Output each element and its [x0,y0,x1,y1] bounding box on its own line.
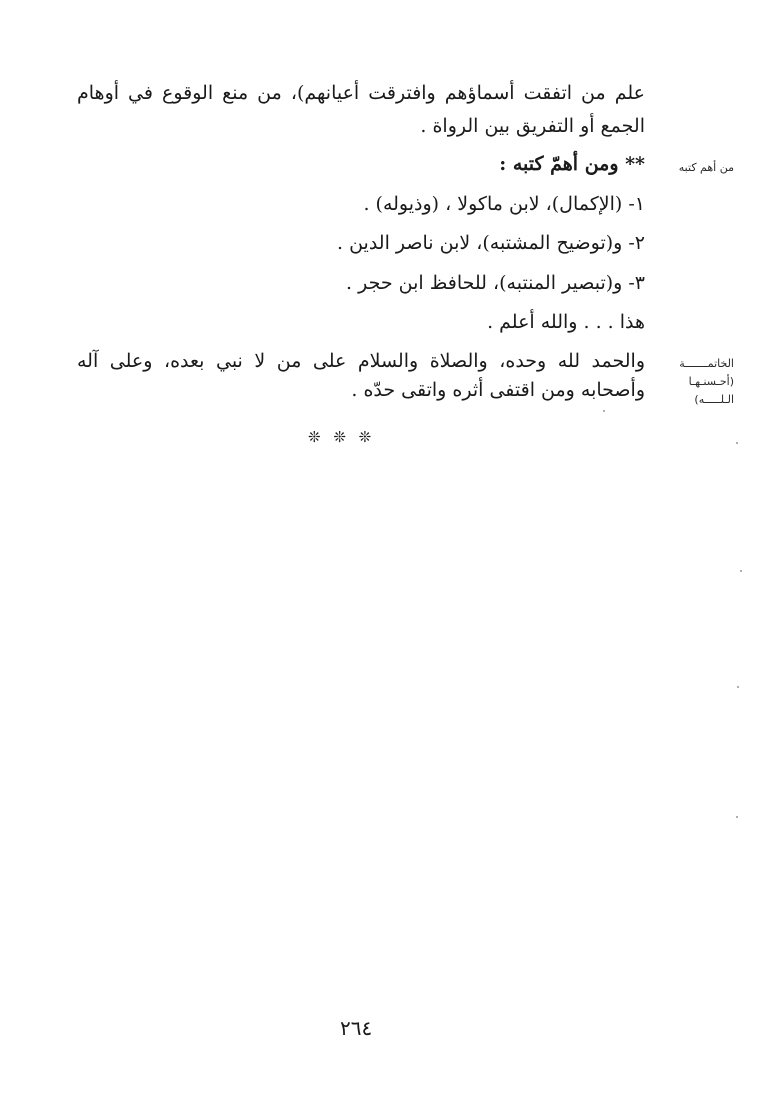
book-item: ٣- و(تبصير المنتبه)، للحافظ ابن حجر . [346,272,645,294]
paragraph-line: علم من اتفقت أسماؤهم وافترقت أعيانهم)، من منع الوقوع في أوهام [77,82,645,104]
page-number: ٢٦٤ [340,1016,373,1040]
scan-speck [737,686,739,688]
margin-note-books: من أهم كتبه [678,161,734,174]
books-heading: ** ومن أهمّ كتبه : [499,153,645,175]
margin-note-line: الـلـــــه) [694,393,734,406]
paragraph-line: الجمع أو التفريق بين الرواة . [420,115,645,137]
separator-stars: ❊ ❊ ❊ [308,428,376,446]
book-item: ٢- و(توضيح المشتبه)، لابن ناصر الدين . [336,232,645,254]
book-item: ١- (الإكمال)، لابن ماكولا ، (وذيوله) . [363,193,645,215]
scan-speck [603,410,605,412]
margin-note-line: الخاتمـــــــة [679,357,734,370]
margin-note-conclusion [679,355,734,409]
scan-speck [736,442,738,444]
scan-speck [740,570,742,572]
scan-speck [736,816,738,818]
margin-note-line: (أحـسنـهـا [688,375,734,388]
conclusion-line: والحمد لله وحده، والصلاة والسلام على من لا نبي بعده، وعلى آله [77,350,645,372]
closing-phrase: هذا . . . والله أعلم . [487,311,645,333]
conclusion-line: وأصحابه ومن اقتفى أثره واتقى حدّه . [351,379,645,401]
